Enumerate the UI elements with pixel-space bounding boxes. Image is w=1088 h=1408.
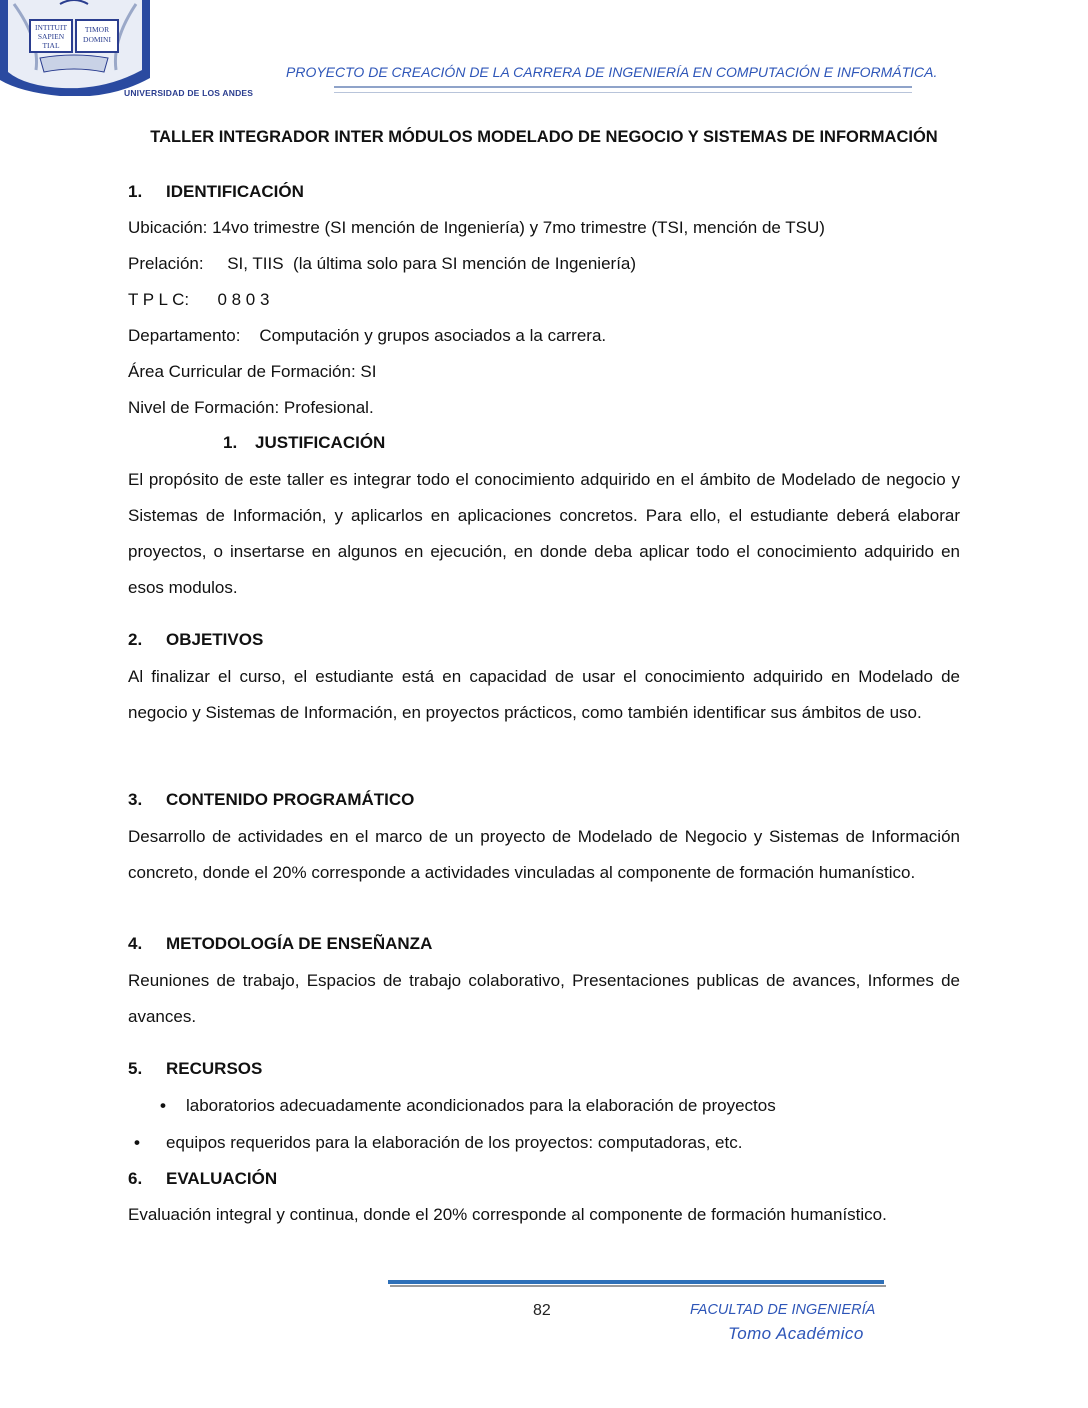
document-title: TALLER INTEGRADOR INTER MÓDULOS MODELADO DE NEGOCIO Y SISTEMAS DE INFORMACIÓN: [150, 128, 938, 146]
metodologia-paragraph: Reuniones de trabajo, Espacios de trabajo colaborativo, Presentaciones publicas de avances, Informes de avances.: [128, 971, 960, 1026]
section-number: 4.: [128, 934, 143, 953]
section-number: 3.: [128, 790, 143, 809]
section-heading-identificacion: [128, 182, 304, 202]
section-heading-contenido: [128, 790, 414, 810]
section-number: 5.: [128, 1059, 143, 1078]
header-rule: [334, 86, 912, 88]
footer-faculty: FACULTAD DE INGENIERÍA: [690, 1302, 876, 1318]
section-heading-text: EVALUACIÓN: [166, 1169, 278, 1188]
seal-text: INTITUIT: [34, 23, 68, 32]
section-heading-text: JUSTIFICACIÓN: [255, 433, 386, 452]
section-number: 2.: [128, 630, 143, 649]
section-heading-justificacion: [223, 433, 385, 453]
evaluacion-paragraph: Evaluación integral y continua, donde el 20% corresponde al componente de formación humanístico.: [128, 1205, 887, 1224]
list-item: [160, 1096, 776, 1116]
section-heading-text: IDENTIFICACIÓN: [166, 182, 304, 201]
section-heading-text: RECURSOS: [166, 1059, 263, 1078]
area-line: Área Curricular de Formación: SI: [128, 362, 377, 381]
departamento-line: Departamento: Computación y grupos asociados a la carrera.: [128, 326, 607, 345]
justificacion-paragraph: El propósito de este taller es integrar todo el conocimiento adquirido en el ámbito de Modelado de negocio y Sistemas de Información, y aplicarlos en aplicaciones concretos. Para ello, el estudiante deberá elaborar proyectos, o insertarse en algunos en ejecución, en donde deba aplicar todo el conocimiento adquirido en esos modulos.: [128, 470, 960, 597]
section-number: 1.: [223, 433, 238, 452]
header-rule-secondary: [334, 92, 912, 93]
list-item-text: laboratorios adecuadamente acondicionados para la elaboración de proyectos: [186, 1096, 776, 1115]
section-number: 6.: [128, 1169, 143, 1188]
seal-text: DOMINI: [83, 35, 111, 44]
section-heading-metodologia: [128, 934, 432, 954]
seal-text: TIMOR: [84, 25, 110, 34]
footer-volume: Tomo Académico: [728, 1324, 864, 1343]
footer-rule-shadow: [390, 1285, 886, 1287]
nivel-line: Nivel de Formación: Profesional.: [128, 398, 374, 417]
list-item-text: equipos requeridos para la elaboración de los proyectos: computadoras, etc.: [166, 1133, 743, 1152]
tplc-line: T P L C: 0 8 0 3: [128, 290, 270, 309]
ubicacion-line: Ubicación: 14vo trimestre (SI mención de Ingeniería) y 7mo trimestre (TSI, mención de TSU): [128, 218, 825, 237]
university-name: UNIVERSIDAD DE LOS ANDES: [124, 88, 254, 98]
section-heading-evaluacion: [128, 1169, 277, 1189]
section-heading-recursos: [128, 1059, 262, 1079]
seal-text: SAPIEN: [37, 32, 65, 41]
bullet-icon: •: [160, 1096, 166, 1115]
header-project-title: PROYECTO DE CREACIÓN DE LA CARRERA DE INGENIERÍA EN COMPUTACIÓN E INFORMÁTICA.: [286, 64, 938, 80]
footer-rule: [388, 1280, 884, 1284]
section-heading-text: OBJETIVOS: [166, 630, 264, 649]
bullet-icon: •: [134, 1133, 140, 1152]
seal-text: TIAL: [42, 41, 60, 50]
university-seal-logo: [0, 0, 150, 96]
section-heading-text: METODOLOGÍA DE ENSEÑANZA: [166, 934, 433, 953]
prelacion-line: Prelación: SI, TIIS (la última solo para SI mención de Ingeniería): [128, 254, 637, 273]
section-heading-objetivos: [128, 630, 263, 650]
section-heading-text: CONTENIDO PROGRAMÁTICO: [166, 790, 415, 809]
contenido-paragraph: Desarrollo de actividades en el marco de un proyecto de Modelado de Negocio y Sistemas de Información concreto, donde el 20% corresponde a actividades vinculadas al componente de formación humanístico.: [128, 827, 960, 882]
list-item: [134, 1133, 742, 1153]
page-number: 82: [533, 1302, 551, 1319]
objetivos-paragraph: Al finalizar el curso, el estudiante está en capacidad de usar el conocimiento adquirido en Modelado de negocio y Sistemas de Información, en proyectos prácticos, como también identificar sus ámbitos de uso.: [128, 667, 960, 722]
section-number: 1.: [128, 182, 143, 201]
